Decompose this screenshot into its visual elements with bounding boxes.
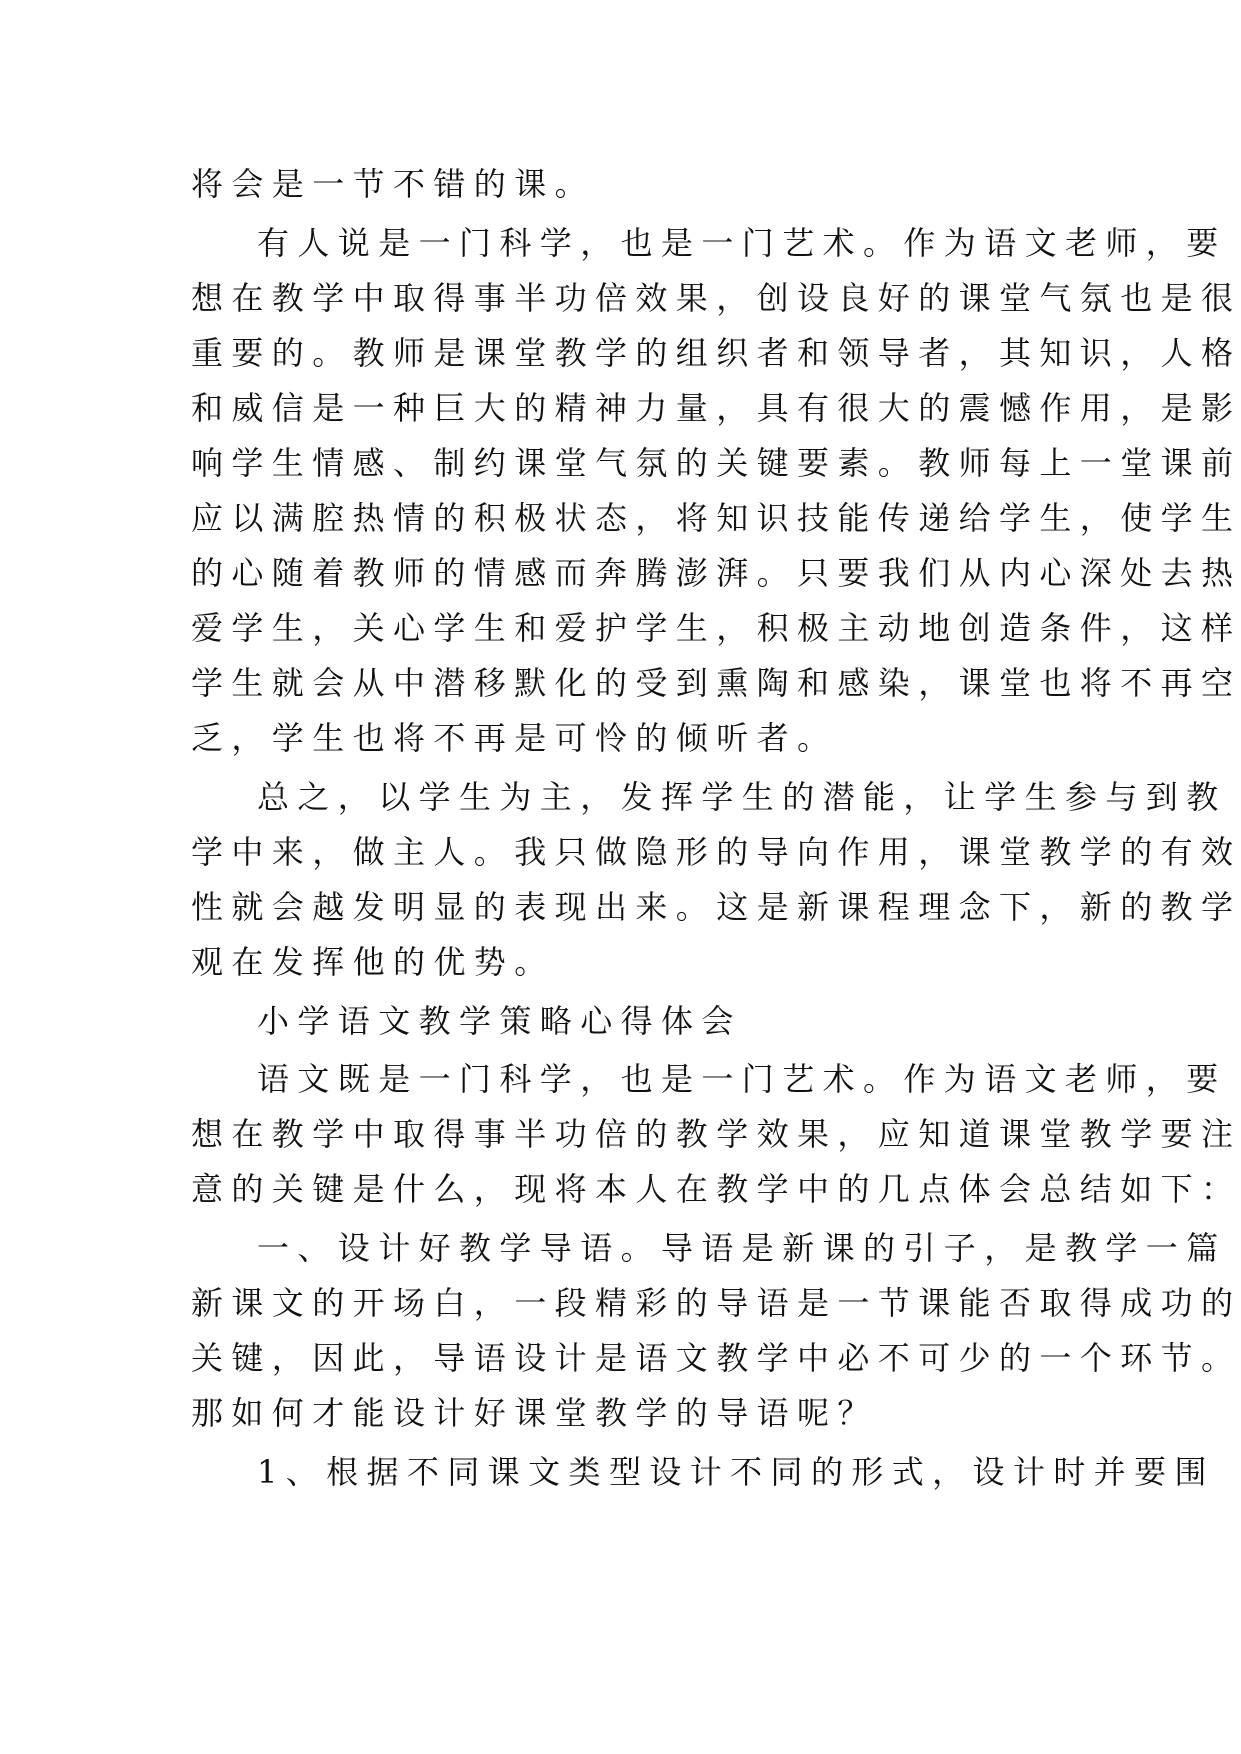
text-line: 想在教学中取得事半功倍效果，创设良好的课堂气氛也是很 bbox=[191, 279, 1241, 317]
text-line: 将会是一节不错的课。 bbox=[191, 165, 596, 203]
paragraph-first-line: 有人说是一门科学，也是一门艺术。作为语文老师，要 bbox=[257, 224, 1227, 262]
paragraph-first-line: 一、设计好教学导语。导语是新课的引子，是教学一篇 bbox=[257, 1229, 1227, 1267]
paragraph-first-line: 总之，以学生为主，发挥学生的潜能，让学生参与到教 bbox=[257, 778, 1227, 816]
text-line: 的心随着教师的情感而奔腾澎湃。只要我们从内心深处去热 bbox=[191, 554, 1241, 592]
text-line: 和威信是一种巨大的精神力量，具有很大的震憾作用，是影 bbox=[191, 389, 1241, 427]
text-line: 那如何才能设计好课堂教学的导语呢？ bbox=[191, 1394, 878, 1432]
text-line: 重要的。教师是课堂教学的组织者和领导者，其知识，人格 bbox=[191, 334, 1241, 372]
text-line: 爱学生，关心学生和爱护学生，积极主动地创造条件，这样 bbox=[191, 609, 1241, 647]
text-line: 应以满腔热情的积极状态，将知识技能传递给学生，使学生 bbox=[191, 499, 1241, 537]
text-line: 响学生情感、制约课堂气氛的关键要素。教师每上一堂课前 bbox=[191, 444, 1241, 482]
text-line: 想在教学中取得事半功倍的教学效果，应知道课堂教学要注 bbox=[191, 1115, 1241, 1153]
paragraph-first-line: 语文既是一门科学，也是一门艺术。作为语文老师，要 bbox=[257, 1060, 1227, 1098]
text-line: 新课文的开场白，一段精彩的导语是一节课能否取得成功的 bbox=[191, 1284, 1241, 1322]
text-line: 观在发挥他的优势。 bbox=[191, 943, 555, 981]
section-heading: 小学语文教学策略心得体会 bbox=[257, 1002, 742, 1040]
text-line: 学生就会从中潜移默化的受到熏陶和感染，课堂也将不再空 bbox=[191, 664, 1241, 702]
text-line: 意的关键是什么，现将本人在教学中的几点体会总结如下： bbox=[191, 1170, 1241, 1208]
paragraph-first-line: 1、根据不同课文类型设计不同的形式，设计时并要围 bbox=[257, 1453, 1215, 1491]
text-line: 学中来，做主人。我只做隐形的导向作用，课堂教学的有效 bbox=[191, 833, 1241, 871]
text-line: 乏，学生也将不再是可怜的倾听者。 bbox=[191, 719, 838, 757]
text-line: 性就会越发明显的表现出来。这是新课程理念下，新的教学 bbox=[191, 888, 1241, 926]
text-line: 关键，因此，导语设计是语文教学中必不可少的一个环节。 bbox=[191, 1339, 1241, 1377]
